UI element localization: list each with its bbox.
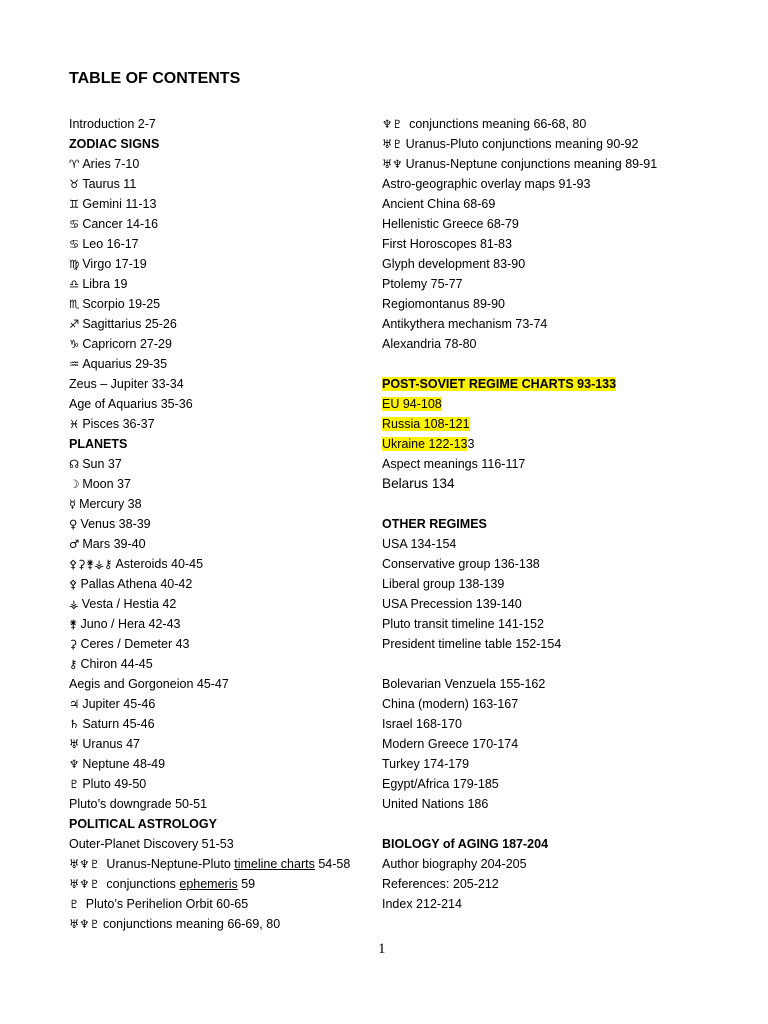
ceres-icon: ⚳	[69, 637, 78, 651]
neptune-pluto-icon: ♆♇	[382, 117, 403, 131]
aries-icon: ♈	[69, 157, 80, 171]
aquarius-icon: ♒	[69, 357, 80, 371]
capricorn-icon: ♑	[69, 337, 80, 351]
highlighted-text: Ukraine 122-13	[382, 437, 468, 451]
toc-entry: ♎ Libra 19	[69, 274, 399, 294]
toc-entry: Alexandria 78-80	[382, 337, 477, 351]
toc-entry: Pluto’s downgrade 50-51	[69, 797, 208, 811]
scorpio-icon: ♏	[69, 297, 80, 311]
toc-entry	[382, 394, 712, 414]
blank-line	[382, 354, 712, 374]
toc-entry: ♈ Aries 7-10	[69, 154, 399, 174]
toc-entry: Antikythera mechanism 73-74	[382, 317, 548, 331]
juno-icon: ⚵	[69, 617, 78, 631]
toc-entry: ♇ Pluto 49-50	[69, 774, 399, 794]
timeline-charts-link[interactable]: timeline charts	[234, 857, 315, 871]
uranus-neptune-pluto-icon: ♅♆♇	[69, 857, 100, 871]
toc-entry: ♃ Jupiter 45-46	[69, 694, 399, 714]
toc-right-column	[382, 114, 712, 914]
toc-entry: Hellenistic Greece 68-79	[382, 217, 519, 231]
toc-entry: ♍ Virgo 17-19	[69, 254, 399, 274]
toc-entry: Ptolemy 75-77	[382, 277, 463, 291]
toc-entry: Introduction 2-7	[69, 117, 156, 131]
toc-entry: ⚶ Vesta / Hestia 42	[69, 594, 399, 614]
toc-entry: Regiomontanus 89-90	[382, 297, 505, 311]
highlighted-text: POST-SOVIET REGIME CHARTS 93-133	[382, 377, 617, 391]
chiron-icon: ⚷	[69, 657, 78, 671]
toc-entry: ♄ Saturn 45-46	[69, 714, 399, 734]
vesta-icon: ⚶	[69, 597, 79, 611]
toc-entry: ♆♇ conjunctions meaning 66-68, 80	[382, 114, 712, 134]
ephemeris-link[interactable]: ephemeris	[179, 877, 238, 891]
toc-entry: ♑ Capricorn 27-29	[69, 334, 399, 354]
mars-icon: ♂	[69, 537, 80, 551]
toc-entry: ♀ Venus 38-39	[69, 514, 399, 534]
highlighted-text: Russia 108-121	[382, 417, 470, 431]
toc-section-heading: ZODIAC SIGNS	[69, 137, 160, 151]
pluto-icon: ♇	[69, 777, 80, 791]
toc-entry: Turkey 174-179	[382, 757, 470, 771]
toc-entry: ♅♆♇ conjunctions meaning 66-69, 80	[69, 914, 399, 934]
toc-entry: Aspect meanings 116-117	[382, 457, 526, 471]
toc-entry: ♋ Cancer 14-16	[69, 214, 399, 234]
uranus-pluto-icon: ♅♇	[382, 137, 403, 151]
toc-entry: ♅♆♇ conjunctions ephemeris 59	[69, 874, 399, 894]
toc-entry: Aegis and Gorgoneion 45-47	[69, 677, 229, 691]
venus-icon: ♀	[69, 517, 78, 531]
moon-icon: ☽	[69, 477, 80, 491]
toc-entry: Astro-geographic overlay maps 91-93	[382, 177, 591, 191]
uranus-neptune-pluto-icon: ♅♆♇	[69, 917, 100, 931]
toc-section-heading: PLANETS	[69, 437, 128, 451]
toc-entry: Outer-Planet Discovery 51-53	[69, 837, 234, 851]
toc-entry: ♅♆♇ Uranus-Neptune-Pluto timeline charts 54-58	[69, 854, 399, 874]
toc-entry: Conservative group 136-138	[382, 557, 540, 571]
toc-section-heading: BIOLOGY of AGING 187-204	[382, 837, 549, 851]
blank-line	[382, 494, 712, 514]
toc-entry: USA 134-154	[382, 537, 457, 551]
saturn-icon: ♄	[69, 717, 80, 731]
toc-left-column	[69, 114, 399, 934]
toc-entry: ♊ Gemini 11-13	[69, 194, 399, 214]
toc-entry: ♅♆ Uranus-Neptune conjunctions meaning 89-91	[382, 154, 712, 174]
sagittarius-icon: ♐	[69, 317, 80, 331]
toc-entry: Bolevarian Venzuela 155-162	[382, 677, 546, 691]
toc-entry: ♋ Leo 16-17	[69, 234, 399, 254]
toc-entry: ♐ Sagittarius 25-26	[69, 314, 399, 334]
toc-entry: Egypt/Africa 179-185	[382, 777, 499, 791]
toc-entry: Glyph development 83-90	[382, 257, 526, 271]
toc-entry: Israel 168-170	[382, 717, 462, 731]
asteroids-icon: ⚴⚳⚵⚶⚷	[69, 557, 113, 571]
highlighted-text: EU 94-108	[382, 397, 442, 411]
toc-entry: ♓ Pisces 36-37	[69, 414, 399, 434]
toc-entry: United Nations 186	[382, 797, 489, 811]
gemini-icon: ♊	[69, 197, 80, 211]
cancer-icon: ♋	[69, 237, 80, 251]
toc-entry: USA Precession 139-140	[382, 597, 522, 611]
blank-line	[382, 654, 712, 674]
pluto-icon: ♇	[69, 897, 80, 911]
toc-entry: President timeline table 152-154	[382, 637, 562, 651]
toc-entry: Author biography 204-205	[382, 857, 527, 871]
toc-entry: ♆ Neptune 48-49	[69, 754, 399, 774]
node-icon: ☊	[69, 457, 80, 471]
toc-entry: ♅ Uranus 47	[69, 734, 399, 754]
uranus-neptune-icon: ♅♆	[382, 157, 403, 171]
toc-entry: Modern Greece 170-174	[382, 737, 519, 751]
taurus-icon: ♉	[69, 177, 80, 191]
toc-entry: Belarus 134	[382, 476, 455, 491]
toc-entry: ☽ Moon 37	[69, 474, 399, 494]
neptune-icon: ♆	[69, 757, 80, 771]
toc-entry: ♇ Pluto’s Perihelion Orbit 60-65	[69, 894, 399, 914]
page-number: 1	[378, 941, 386, 957]
toc-entry: ☿ Mercury 38	[69, 494, 399, 514]
toc-entry: ♉ Taurus 11	[69, 174, 399, 194]
toc-entry: ⚵ Juno / Hera 42-43	[69, 614, 399, 634]
toc-section-heading	[382, 374, 712, 394]
toc-entry: Pluto transit timeline 141-152	[382, 617, 544, 631]
uranus-neptune-pluto-icon: ♅♆♇	[69, 877, 100, 891]
toc-entry: References: 205-212	[382, 877, 499, 891]
toc-entry: Zeus – Jupiter 33-34	[69, 377, 184, 391]
pallas-icon: ⚴	[69, 577, 78, 591]
toc-entry: Liberal group 138-139	[382, 577, 505, 591]
toc-entry: ♒ Aquarius 29-35	[69, 354, 399, 374]
toc-entry: ♏ Scorpio 19-25	[69, 294, 399, 314]
toc-entry: ⚳ Ceres / Demeter 43	[69, 634, 399, 654]
virgo-icon: ♍	[69, 257, 80, 271]
toc-entry: Age of Aquarius 35-36	[69, 397, 193, 411]
jupiter-icon: ♃	[69, 697, 80, 711]
toc-entry: ⚴⚳⚵⚶⚷ Asteroids 40-45	[69, 554, 399, 574]
toc-entry: Ukraine 122-133	[382, 437, 475, 451]
page-title: TABLE OF CONTENTS	[69, 70, 241, 87]
pisces-icon: ♓	[69, 417, 80, 431]
toc-section-heading: POLITICAL ASTROLOGY	[69, 817, 217, 831]
toc-entry: ♅♇ Uranus-Pluto conjunctions meaning 90-92	[382, 134, 712, 154]
cancer-icon: ♋	[69, 217, 80, 231]
toc-entry	[382, 414, 712, 434]
toc-entry: First Horoscopes 81-83	[382, 237, 512, 251]
toc-section-heading: OTHER REGIMES	[382, 517, 487, 531]
libra-icon: ♎	[69, 277, 80, 291]
blank-line	[382, 814, 712, 834]
toc-entry: Ancient China 68-69	[382, 197, 496, 211]
toc-entry: ☊ Sun 37	[69, 454, 399, 474]
toc-entry: ♂ Mars 39-40	[69, 534, 399, 554]
toc-entry: China (modern) 163-167	[382, 697, 519, 711]
uranus-icon: ♅	[69, 737, 80, 751]
toc-entry: ⚷ Chiron 44-45	[69, 654, 399, 674]
mercury-icon: ☿	[69, 497, 77, 511]
toc-entry: Index 212-214	[382, 897, 462, 911]
toc-entry: ⚴ Pallas Athena 40-42	[69, 574, 399, 594]
